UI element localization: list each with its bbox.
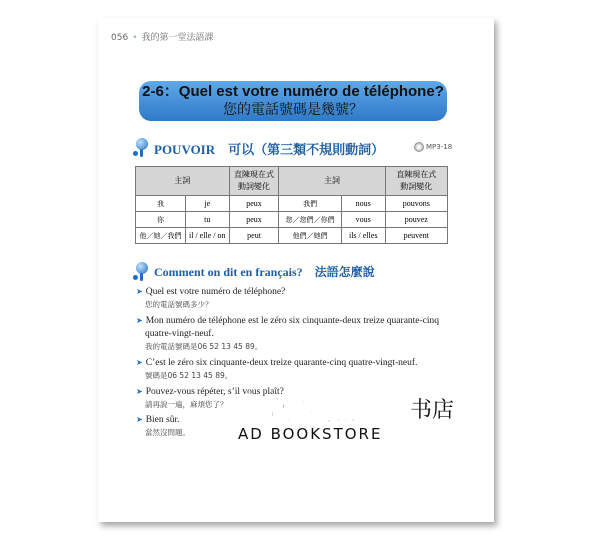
example-fr-continued: quatre-vingt-neuf. [145, 329, 214, 339]
book-page [98, 18, 494, 522]
table-row [136, 196, 448, 212]
table-cell: pouvons [385, 196, 447, 212]
table-cell: peux [229, 196, 279, 212]
table-cell: 您／您們／你們 [279, 212, 341, 228]
table-cell: peux [229, 212, 279, 228]
table-cell: peut [229, 228, 279, 244]
example-fr: Quel est votre numéro de téléphone? [145, 287, 286, 297]
table-cell: vous [341, 212, 385, 228]
lesson-title-fr: 2-6：Quel est votre numéro de téléphone? [142, 83, 444, 100]
lightbulb-bullet-icon [133, 138, 149, 160]
example-zh: 當然沒問題。 [145, 428, 190, 437]
bookstore-watermark [230, 385, 480, 445]
lesson-banner [139, 81, 447, 121]
arrow-bullet-icon: ➤ [136, 316, 143, 325]
table-cell: 他們／她們 [279, 228, 341, 244]
table-cell: 你 [136, 212, 186, 228]
example-zh: 請再說一遍，麻煩您了？ [145, 400, 228, 409]
arrow-bullet-icon: ➤ [136, 387, 143, 396]
table-header-row [136, 167, 448, 196]
table-header-subject: 主詞 [279, 167, 385, 196]
table-cell: je [185, 196, 229, 212]
example-fr: Pouvez-vous répéter, s’il vous plaît? [145, 387, 284, 397]
section-title-how-to-say: Comment on dit en français? 法語怎麼說 [154, 265, 375, 279]
arrow-bullet-icon: ➤ [136, 358, 143, 367]
mp3-track-number: MP3-18 [426, 143, 453, 151]
conjugation-table [135, 166, 448, 244]
example-item [136, 314, 466, 353]
example-fr: Mon numéro de téléphone est le zéro six cinquante-deux treize quarante-cinq [145, 316, 440, 326]
cd-icon [414, 142, 424, 152]
table-cell: pouvez [385, 212, 447, 228]
example-fr: C’est le zéro six cinquante-deux treize quarante-cinq quatre-vingt-neuf. [145, 358, 418, 368]
arrow-bullet-icon: ➤ [136, 287, 143, 296]
table-cell: ils / elles [341, 228, 385, 244]
table-cell: 他／她／我們 [136, 228, 186, 244]
table-cell: peuvent [385, 228, 447, 244]
table-header-conjugation: 直陳現在式 動詞變化 [385, 167, 447, 196]
table-cell: il / elle / on [185, 228, 229, 244]
example-fr: Bien sûr. [145, 415, 180, 425]
table-cell: 我 [136, 196, 186, 212]
page-number: 056 [111, 33, 129, 43]
running-header [111, 30, 214, 43]
lightbulb-bullet-icon [133, 262, 149, 284]
table-header-subject: 主詞 [136, 167, 230, 196]
arrow-bullet-icon: ➤ [136, 415, 143, 424]
example-item [136, 285, 466, 311]
example-zh: 我的電話號碼是06 52 13 45 89。 [145, 342, 263, 351]
example-zh: 號碼是06 52 13 45 89。 [145, 371, 233, 380]
separator-dot: • [132, 33, 138, 43]
table-cell: tu [185, 212, 229, 228]
example-item [136, 356, 466, 382]
table-cell: 我們 [279, 196, 341, 212]
lesson-title-zh: 您的電話號碼是幾號？ [223, 102, 363, 118]
table-row [136, 228, 448, 244]
mp3-track-label[interactable] [414, 142, 452, 152]
table-cell: nous [341, 196, 385, 212]
watermark-logo-cn: 讀立視点 [230, 393, 358, 428]
section-title-pouvoir: POUVOIR 可以（第三類不規則動詞） [154, 142, 385, 157]
watermark-logo-en: AD BOOKSTORE [238, 425, 383, 443]
book-title: 我的第一堂法語課 [141, 33, 214, 43]
example-zh: 您的電話號碼多少？ [145, 300, 213, 309]
table-header-conjugation: 直陳現在式 動詞變化 [229, 167, 279, 196]
table-row [136, 212, 448, 228]
watermark-logo-cn-small: 书店 [410, 398, 455, 423]
